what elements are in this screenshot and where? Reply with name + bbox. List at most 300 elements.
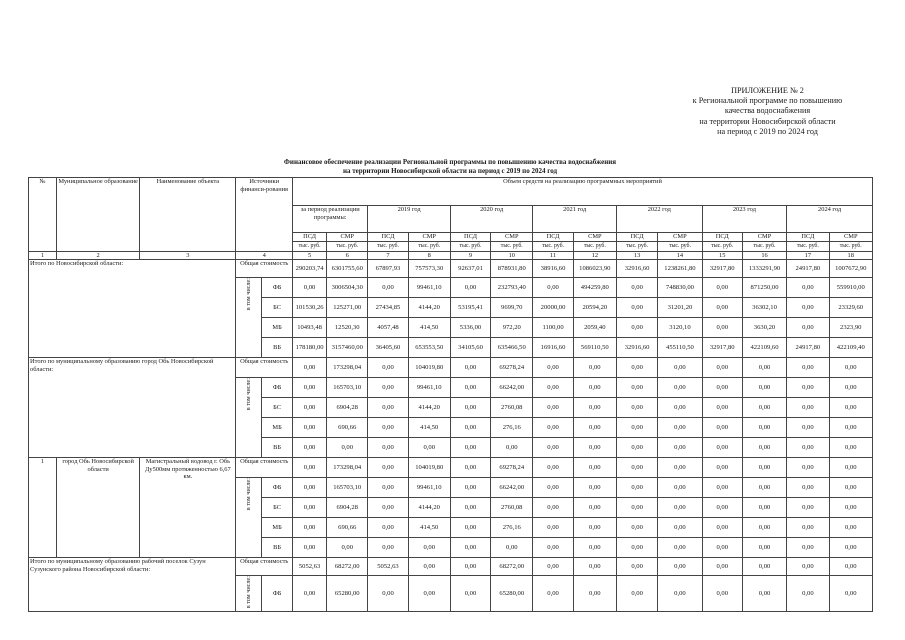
header-unit bbox=[742, 242, 786, 252]
amount-cell: 0,00 bbox=[368, 518, 408, 538]
header-unit bbox=[616, 242, 657, 252]
amount-cell: 0,00 bbox=[573, 538, 616, 558]
amount-cell: 0,00 bbox=[658, 398, 702, 418]
source-vb: ВБ bbox=[262, 338, 293, 358]
amount-cell: 9699,70 bbox=[491, 298, 533, 318]
amount-cell: 104019,80 bbox=[408, 358, 450, 378]
amount-cell: 0,00 bbox=[616, 458, 657, 478]
amount-cell: 173298,04 bbox=[327, 358, 368, 378]
amount-cell: 0,00 bbox=[787, 478, 829, 498]
amount-cell: 0,00 bbox=[702, 318, 742, 338]
document-title bbox=[180, 158, 720, 176]
column-number: 8 bbox=[408, 251, 450, 260]
header-municipality: Муниципальное образование bbox=[56, 178, 140, 252]
amount-cell: 0,00 bbox=[293, 418, 327, 438]
amount-cell: 0,00 bbox=[829, 576, 873, 612]
amount-cell: 23329,60 bbox=[829, 298, 873, 318]
header-psd: ПСД bbox=[616, 233, 657, 242]
header-smr: СМР bbox=[829, 233, 873, 242]
unit-label: тыс. руб. bbox=[298, 243, 321, 249]
header-year: 2022 год bbox=[616, 206, 702, 233]
amount-cell: 0,00 bbox=[533, 458, 573, 478]
amount-cell: 0,00 bbox=[702, 478, 742, 498]
header-psd: ПСД bbox=[702, 233, 742, 242]
amount-cell: 0,00 bbox=[368, 358, 408, 378]
amount-cell: 0,00 bbox=[533, 576, 573, 612]
amount-cell: 68272,00 bbox=[327, 558, 368, 576]
header-psd: ПСД bbox=[450, 233, 490, 242]
amount-cell: 0,00 bbox=[293, 358, 327, 378]
header-smr: СМР bbox=[408, 233, 450, 242]
amount-cell: 0,00 bbox=[368, 538, 408, 558]
amount-cell: 0,00 bbox=[742, 438, 786, 458]
amount-cell: 0,00 bbox=[573, 458, 616, 478]
amount-cell: 0,00 bbox=[368, 378, 408, 398]
amount-cell: 1007672,90 bbox=[829, 260, 873, 278]
amount-cell: 32916,60 bbox=[616, 260, 657, 278]
amount-cell: 748830,00 bbox=[658, 278, 702, 298]
amount-cell: 0,00 bbox=[450, 538, 490, 558]
source-bs: БС bbox=[262, 498, 293, 518]
object-name: Магистральный водовод г. Обь Ду500мм протяженностью 6,67 км. bbox=[140, 458, 236, 558]
amount-cell: 5052,63 bbox=[368, 558, 408, 576]
header-year: 2023 год bbox=[702, 206, 787, 233]
unit-label: тыс. руб. bbox=[668, 243, 691, 249]
source-bs: БС bbox=[262, 298, 293, 318]
including-label-cell bbox=[236, 378, 262, 458]
row-number: 1 bbox=[29, 458, 57, 558]
amount-cell: 0,00 bbox=[533, 358, 573, 378]
amount-cell: 0,00 bbox=[450, 378, 490, 398]
amount-cell: 12520,30 bbox=[327, 318, 368, 338]
amount-cell: 4144,20 bbox=[408, 298, 450, 318]
amount-cell: 36405,60 bbox=[368, 338, 408, 358]
amount-cell: 66242,00 bbox=[491, 378, 533, 398]
amount-cell: 0,00 bbox=[573, 378, 616, 398]
table-row bbox=[29, 558, 873, 576]
appendix-header bbox=[640, 86, 895, 137]
amount-cell: 972,20 bbox=[491, 318, 533, 338]
header-psd: ПСД bbox=[533, 233, 573, 242]
unit-label: тыс. руб. bbox=[459, 243, 482, 249]
amount-cell: 0,00 bbox=[450, 358, 490, 378]
amount-cell: 0,00 bbox=[293, 518, 327, 538]
amount-cell: 0,00 bbox=[742, 358, 786, 378]
amount-cell: 0,00 bbox=[293, 278, 327, 298]
amount-cell: 69278,24 bbox=[491, 358, 533, 378]
amount-cell: 0,00 bbox=[787, 358, 829, 378]
column-number: 6 bbox=[327, 251, 368, 260]
amount-cell: 0,00 bbox=[368, 398, 408, 418]
amount-cell: 3006504,30 bbox=[327, 278, 368, 298]
amount-cell: 2760,08 bbox=[491, 398, 533, 418]
amount-cell: 455110,50 bbox=[658, 338, 702, 358]
amount-cell: 0,00 bbox=[616, 318, 657, 338]
amount-cell: 276,16 bbox=[491, 418, 533, 438]
header-unit bbox=[533, 242, 573, 252]
header-no: № bbox=[29, 178, 57, 252]
amount-cell: 0,00 bbox=[408, 558, 450, 576]
column-number: 18 bbox=[829, 251, 873, 260]
amount-cell: 0,00 bbox=[368, 418, 408, 438]
header-year: 2024 год bbox=[787, 206, 873, 233]
amount-cell: 1100,00 bbox=[533, 318, 573, 338]
table-row bbox=[29, 458, 873, 478]
amount-cell: 0,00 bbox=[702, 398, 742, 418]
appendix-line: к Региональной программе по повышению bbox=[692, 96, 843, 106]
amount-cell: 0,00 bbox=[573, 558, 616, 576]
amount-cell: 290203,74 bbox=[293, 260, 327, 278]
amount-cell: 0,00 bbox=[787, 498, 829, 518]
amount-cell: 0,00 bbox=[368, 278, 408, 298]
amount-cell: 0,00 bbox=[829, 378, 873, 398]
amount-cell: 0,00 bbox=[702, 418, 742, 438]
amount-cell: 0,00 bbox=[616, 558, 657, 576]
header-unit bbox=[327, 242, 368, 252]
amount-cell: 0,00 bbox=[533, 398, 573, 418]
amount-cell: 0,00 bbox=[573, 576, 616, 612]
amount-cell: 0,00 bbox=[829, 558, 873, 576]
header-smr: СМР bbox=[491, 233, 533, 242]
amount-cell: 0,00 bbox=[742, 538, 786, 558]
column-number: 7 bbox=[368, 251, 408, 260]
including-label: в том числе: bbox=[244, 576, 252, 609]
unit-label: тыс. руб. bbox=[336, 243, 359, 249]
amount-cell: 3120,10 bbox=[658, 318, 702, 338]
amount-cell: 0,00 bbox=[368, 478, 408, 498]
header-unit bbox=[658, 242, 702, 252]
amount-cell: 0,00 bbox=[293, 398, 327, 418]
amount-cell: 569110,50 bbox=[573, 338, 616, 358]
amount-cell: 101530,26 bbox=[293, 298, 327, 318]
amount-cell: 0,00 bbox=[450, 558, 490, 576]
amount-cell: 232793,40 bbox=[491, 278, 533, 298]
amount-cell: 5336,00 bbox=[450, 318, 490, 338]
amount-cell: 0,00 bbox=[293, 458, 327, 478]
appendix-line: на период с 2019 по 2024 год bbox=[717, 126, 818, 136]
amount-cell: 67897,93 bbox=[368, 260, 408, 278]
amount-cell: 0,00 bbox=[450, 478, 490, 498]
amount-cell: 20000,00 bbox=[533, 298, 573, 318]
amount-cell: 24917,80 bbox=[787, 260, 829, 278]
header-unit bbox=[293, 242, 327, 252]
column-number: 15 bbox=[702, 251, 742, 260]
amount-cell: 0,00 bbox=[829, 478, 873, 498]
including-label: в том числе: bbox=[244, 378, 252, 411]
source-mb: МБ bbox=[262, 318, 293, 338]
amount-cell: 414,50 bbox=[408, 518, 450, 538]
amount-cell: 24917,80 bbox=[787, 338, 829, 358]
amount-cell: 0,00 bbox=[533, 438, 573, 458]
amount-cell: 757573,30 bbox=[408, 260, 450, 278]
amount-cell: 68272,00 bbox=[491, 558, 533, 576]
amount-cell: 0,00 bbox=[616, 478, 657, 498]
source-fb: ФБ bbox=[262, 378, 293, 398]
amount-cell: 414,50 bbox=[408, 318, 450, 338]
amount-cell: 0,00 bbox=[533, 518, 573, 538]
including-label: в том числе: bbox=[244, 278, 252, 311]
amount-cell: 65280,00 bbox=[327, 576, 368, 612]
column-number: 2 bbox=[56, 251, 140, 260]
amount-cell: 165703,10 bbox=[327, 478, 368, 498]
amount-cell: 32917,80 bbox=[702, 338, 742, 358]
amount-cell: 0,00 bbox=[533, 538, 573, 558]
header-unit bbox=[491, 242, 533, 252]
amount-cell: 99461,10 bbox=[408, 278, 450, 298]
amount-cell: 0,00 bbox=[787, 438, 829, 458]
including-label: в том числе: bbox=[244, 478, 252, 511]
amount-cell: 0,00 bbox=[787, 398, 829, 418]
amount-cell: 0,00 bbox=[293, 438, 327, 458]
source-bs: БС bbox=[262, 398, 293, 418]
amount-cell: 0,00 bbox=[616, 278, 657, 298]
amount-cell: 0,00 bbox=[450, 498, 490, 518]
amount-cell: 0,00 bbox=[702, 498, 742, 518]
amount-cell: 422109,40 bbox=[829, 338, 873, 358]
column-number: 16 bbox=[742, 251, 786, 260]
financing-table bbox=[28, 177, 873, 612]
amount-cell: 0,00 bbox=[658, 378, 702, 398]
source-mb: МБ bbox=[262, 518, 293, 538]
column-number: 12 bbox=[573, 251, 616, 260]
amount-cell: 0,00 bbox=[573, 418, 616, 438]
unit-label: тыс. руб. bbox=[542, 243, 565, 249]
amount-cell: 125271,00 bbox=[327, 298, 368, 318]
header-psd: ПСД bbox=[293, 233, 327, 242]
column-number: 5 bbox=[293, 251, 327, 260]
header-period-total: за период реализации программы: bbox=[293, 206, 368, 233]
amount-cell: 99461,10 bbox=[408, 378, 450, 398]
column-number: 9 bbox=[450, 251, 490, 260]
amount-cell: 0,00 bbox=[368, 576, 408, 612]
header-unit bbox=[450, 242, 490, 252]
amount-cell: 0,00 bbox=[658, 478, 702, 498]
amount-cell: 0,00 bbox=[616, 498, 657, 518]
amount-cell: 690,66 bbox=[327, 518, 368, 538]
amount-cell: 0,00 bbox=[658, 538, 702, 558]
amount-cell: 690,66 bbox=[327, 418, 368, 438]
header-object: Наименование объекта bbox=[140, 178, 236, 252]
amount-cell: 99461,10 bbox=[408, 478, 450, 498]
header-smr: СМР bbox=[742, 233, 786, 242]
amount-cell: 0,00 bbox=[450, 518, 490, 538]
amount-cell: 0,00 bbox=[787, 576, 829, 612]
amount-cell: 165703,10 bbox=[327, 378, 368, 398]
amount-cell: 0,00 bbox=[829, 458, 873, 478]
amount-cell: 414,50 bbox=[408, 418, 450, 438]
amount-cell: 0,00 bbox=[742, 418, 786, 438]
unit-label: тыс. руб. bbox=[839, 243, 862, 249]
amount-cell: 0,00 bbox=[533, 558, 573, 576]
source-mb: МБ bbox=[262, 418, 293, 438]
amount-cell: 0,00 bbox=[702, 518, 742, 538]
amount-cell: 0,00 bbox=[787, 458, 829, 478]
amount-cell: 0,00 bbox=[616, 518, 657, 538]
amount-cell: 0,00 bbox=[327, 438, 368, 458]
amount-cell: 32917,80 bbox=[702, 260, 742, 278]
amount-cell: 0,00 bbox=[533, 478, 573, 498]
amount-cell: 0,00 bbox=[658, 358, 702, 378]
amount-cell: 0,00 bbox=[368, 498, 408, 518]
amount-cell: 0,00 bbox=[491, 538, 533, 558]
amount-cell: 0,00 bbox=[573, 358, 616, 378]
amount-cell: 92637,01 bbox=[450, 260, 490, 278]
amount-cell: 0,00 bbox=[450, 458, 490, 478]
header-smr: СМР bbox=[658, 233, 702, 242]
amount-cell: 1333291,90 bbox=[742, 260, 786, 278]
amount-cell: 0,00 bbox=[450, 438, 490, 458]
amount-cell: 173298,04 bbox=[327, 458, 368, 478]
amount-cell: 0,00 bbox=[658, 576, 702, 612]
amount-cell: 104019,80 bbox=[408, 458, 450, 478]
column-number: 4 bbox=[236, 251, 293, 260]
column-number: 3 bbox=[140, 251, 236, 260]
source-total-cost: Общая стоимость bbox=[236, 260, 293, 278]
appendix-line: ПРИЛОЖЕНИЕ № 2 bbox=[731, 86, 804, 95]
amount-cell: 16916,60 bbox=[533, 338, 573, 358]
amount-cell: 0,00 bbox=[450, 418, 490, 438]
including-label-cell bbox=[236, 278, 262, 358]
amount-cell: 635466,50 bbox=[491, 338, 533, 358]
amount-cell: 0,00 bbox=[829, 498, 873, 518]
header-unit bbox=[368, 242, 408, 252]
header-volume: Объем средств на реализацию программных мероприятий bbox=[293, 178, 873, 206]
amount-cell: 0,00 bbox=[742, 518, 786, 538]
amount-cell: 276,16 bbox=[491, 518, 533, 538]
amount-cell: 31201,20 bbox=[658, 298, 702, 318]
unit-label: тыс. руб. bbox=[753, 243, 776, 249]
amount-cell: 0,00 bbox=[450, 576, 490, 612]
amount-cell: 36302,10 bbox=[742, 298, 786, 318]
amount-cell: 0,00 bbox=[658, 438, 702, 458]
amount-cell: 0,00 bbox=[408, 438, 450, 458]
amount-cell: 32916,60 bbox=[616, 338, 657, 358]
source-fb: ФБ bbox=[262, 478, 293, 498]
header-unit bbox=[829, 242, 873, 252]
source-vb: ВБ bbox=[262, 438, 293, 458]
amount-cell: 0,00 bbox=[702, 358, 742, 378]
header-sources: Источники финанси-рования bbox=[236, 178, 293, 252]
unit-label: тыс. руб. bbox=[796, 243, 819, 249]
amount-cell: 65280,00 bbox=[491, 576, 533, 612]
amount-cell: 2059,40 bbox=[573, 318, 616, 338]
amount-cell: 0,00 bbox=[408, 576, 450, 612]
amount-cell: 53195,41 bbox=[450, 298, 490, 318]
amount-cell: 0,00 bbox=[702, 558, 742, 576]
amount-cell: 0,00 bbox=[293, 576, 327, 612]
amount-cell: 0,00 bbox=[616, 358, 657, 378]
amount-cell: 0,00 bbox=[616, 418, 657, 438]
document-title-line: Финансовое обеспечение реализации Региональной программы по повышению качества водоснабжения bbox=[283, 158, 617, 166]
amount-cell: 0,00 bbox=[742, 558, 786, 576]
amount-cell: 0,00 bbox=[742, 398, 786, 418]
amount-cell: 0,00 bbox=[533, 278, 573, 298]
amount-cell: 10493,48 bbox=[293, 318, 327, 338]
unit-label: тыс. руб. bbox=[711, 243, 734, 249]
source-vb: ВБ bbox=[262, 538, 293, 558]
amount-cell: 0,00 bbox=[573, 398, 616, 418]
total-row-label: Итого по Новосибирской области: bbox=[29, 260, 236, 358]
amount-cell: 0,00 bbox=[293, 498, 327, 518]
amount-cell: 559910,00 bbox=[829, 278, 873, 298]
total-row-label: Итого по муниципальному образованию город Обь Новосибирской области: bbox=[29, 358, 236, 458]
unit-label: тыс. руб. bbox=[418, 243, 441, 249]
including-label-cell bbox=[236, 478, 262, 558]
appendix-line: качества водоснабжения bbox=[724, 106, 811, 116]
amount-cell: 0,00 bbox=[829, 418, 873, 438]
amount-cell: 0,00 bbox=[616, 378, 657, 398]
header-unit bbox=[573, 242, 616, 252]
amount-cell: 0,00 bbox=[616, 398, 657, 418]
amount-cell: 0,00 bbox=[702, 438, 742, 458]
amount-cell: 0,00 bbox=[702, 538, 742, 558]
amount-cell: 0,00 bbox=[787, 378, 829, 398]
unit-label: тыс. руб. bbox=[626, 243, 649, 249]
source-fb: ФБ bbox=[262, 576, 293, 612]
amount-cell: 0,00 bbox=[787, 538, 829, 558]
amount-cell: 0,00 bbox=[787, 298, 829, 318]
amount-cell: 422109,60 bbox=[742, 338, 786, 358]
amount-cell: 0,00 bbox=[450, 278, 490, 298]
amount-cell: 2323,90 bbox=[829, 318, 873, 338]
amount-cell: 0,00 bbox=[742, 498, 786, 518]
amount-cell: 0,00 bbox=[787, 418, 829, 438]
total-row-label: Итого по муниципальному образованию рабочий поселок Сузун Сузунского района Новосибирской области: bbox=[29, 558, 236, 612]
table-row bbox=[29, 358, 873, 378]
amount-cell: 0,00 bbox=[616, 538, 657, 558]
header-unit bbox=[408, 242, 450, 252]
amount-cell: 0,00 bbox=[658, 518, 702, 538]
amount-cell: 4057,48 bbox=[368, 318, 408, 338]
amount-cell: 0,00 bbox=[616, 576, 657, 612]
amount-cell: 0,00 bbox=[829, 438, 873, 458]
amount-cell: 3630,20 bbox=[742, 318, 786, 338]
header-year: 2019 год bbox=[368, 206, 451, 233]
amount-cell: 0,00 bbox=[368, 458, 408, 478]
source-fb: ФБ bbox=[262, 278, 293, 298]
amount-cell: 0,00 bbox=[658, 458, 702, 478]
amount-cell: 0,00 bbox=[368, 438, 408, 458]
column-number: 17 bbox=[787, 251, 829, 260]
amount-cell: 1238261,80 bbox=[658, 260, 702, 278]
amount-cell: 69278,24 bbox=[491, 458, 533, 478]
amount-cell: 0,00 bbox=[702, 278, 742, 298]
amount-cell: 178180,00 bbox=[293, 338, 327, 358]
amount-cell: 0,00 bbox=[702, 458, 742, 478]
including-label-cell bbox=[236, 576, 262, 612]
amount-cell: 0,00 bbox=[408, 538, 450, 558]
amount-cell: 0,00 bbox=[450, 398, 490, 418]
amount-cell: 0,00 bbox=[616, 298, 657, 318]
unit-label: тыс. руб. bbox=[500, 243, 523, 249]
amount-cell: 4144,20 bbox=[408, 398, 450, 418]
amount-cell: 3157460,00 bbox=[327, 338, 368, 358]
amount-cell: 0,00 bbox=[293, 538, 327, 558]
header-smr: СМР bbox=[573, 233, 616, 242]
amount-cell: 0,00 bbox=[573, 438, 616, 458]
column-number: 11 bbox=[533, 251, 573, 260]
amount-cell: 0,00 bbox=[702, 378, 742, 398]
column-number: 1 bbox=[29, 251, 57, 260]
amount-cell: 0,00 bbox=[293, 478, 327, 498]
amount-cell: 0,00 bbox=[787, 318, 829, 338]
amount-cell: 0,00 bbox=[787, 558, 829, 576]
column-number: 13 bbox=[616, 251, 657, 260]
amount-cell: 0,00 bbox=[829, 398, 873, 418]
column-number: 10 bbox=[491, 251, 533, 260]
amount-cell: 0,00 bbox=[658, 418, 702, 438]
amount-cell: 6904,28 bbox=[327, 498, 368, 518]
